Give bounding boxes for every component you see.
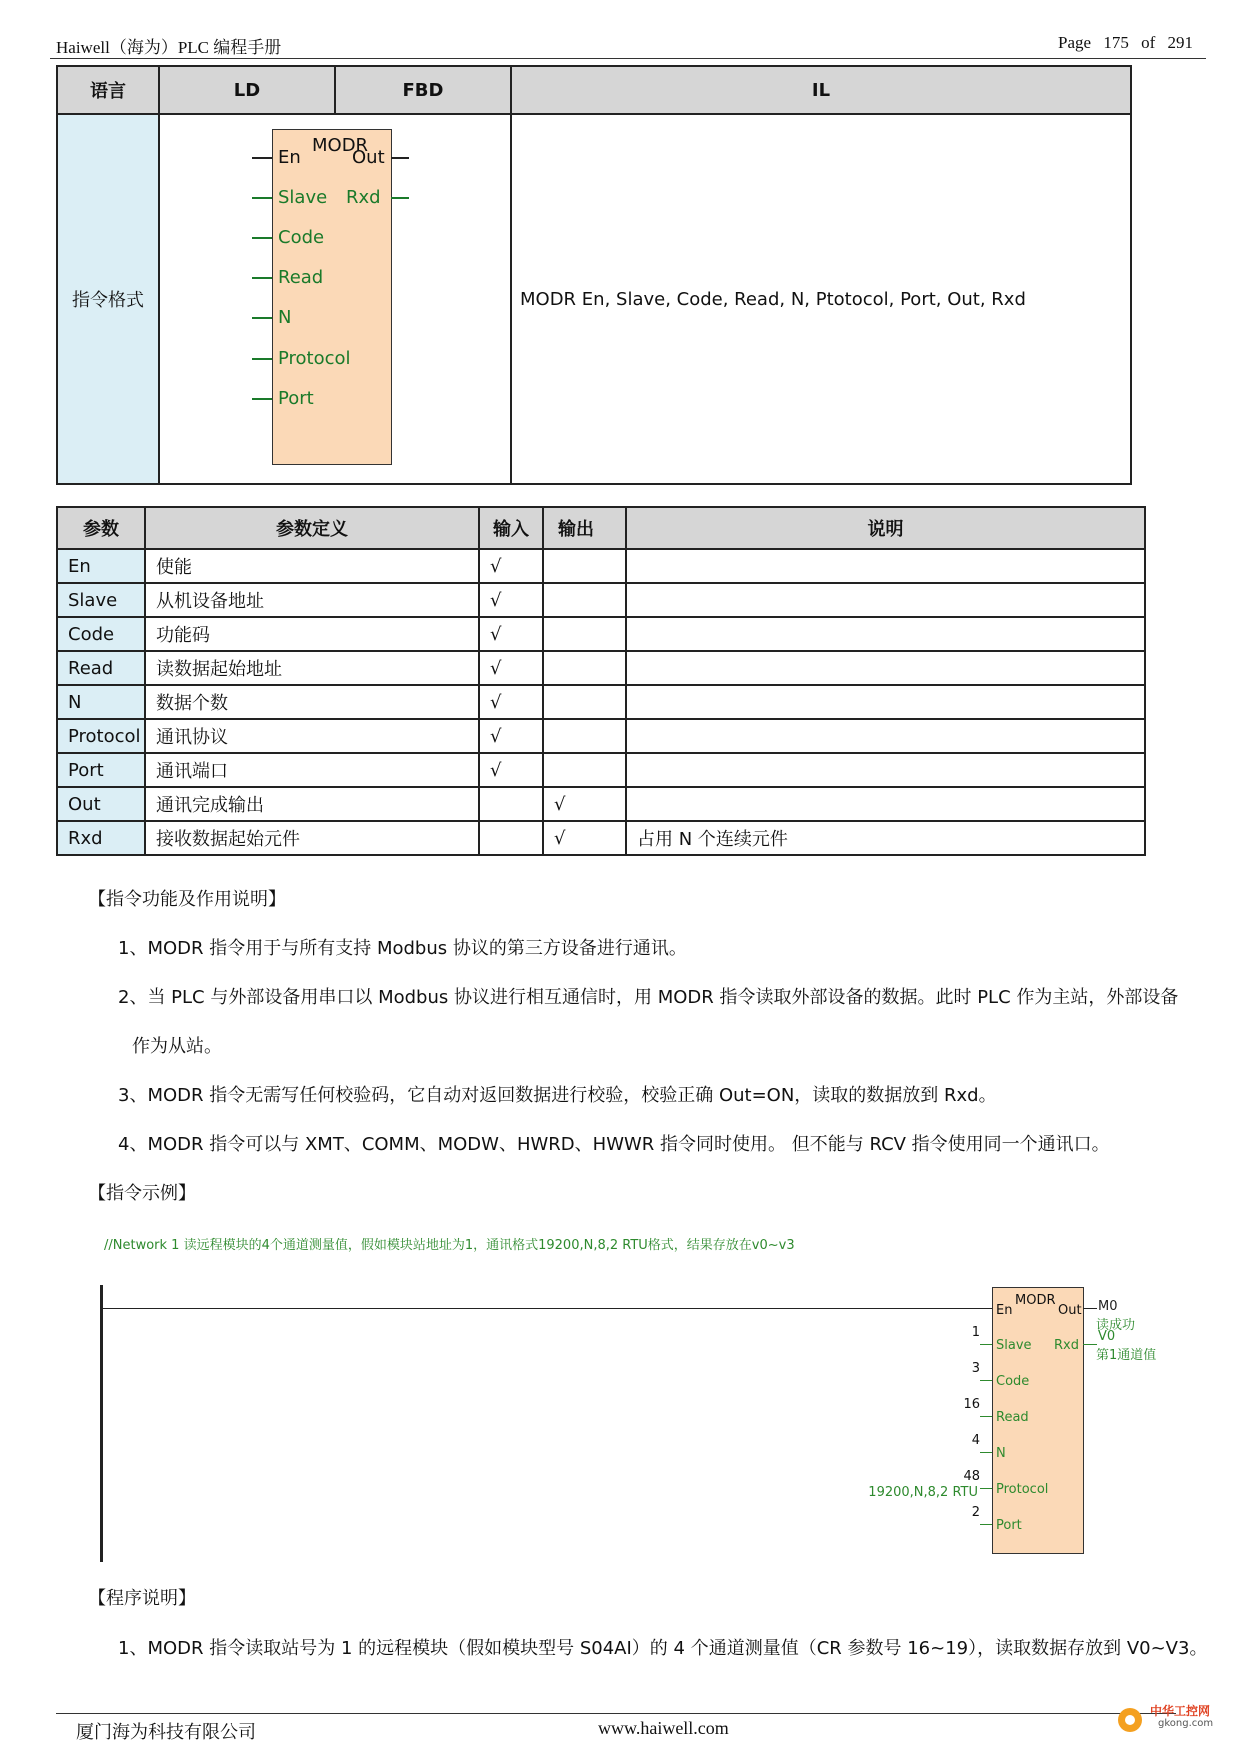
param-output	[543, 685, 626, 719]
param-row	[57, 787, 1145, 821]
col-input: 输入	[479, 507, 543, 549]
param-output	[543, 753, 626, 787]
param-input: √	[479, 583, 543, 617]
pin-rxd: Rxd	[346, 187, 381, 208]
param-output	[543, 651, 626, 685]
param-output	[543, 583, 626, 617]
modr-block	[272, 129, 392, 465]
protocol-note: 19200,N,8,2 RTU	[868, 1485, 978, 1500]
section-program-heading: 【程序说明】	[88, 1588, 196, 1609]
input-value-n: 4	[971, 1433, 980, 1448]
param-def: 通讯协议	[145, 719, 479, 753]
n-wire	[252, 317, 272, 319]
param-note	[626, 651, 1145, 685]
pin-en: En	[278, 147, 301, 168]
col-ld: LD	[159, 66, 335, 114]
section-example-heading: 【指令示例】	[88, 1183, 196, 1204]
param-input: √	[479, 719, 543, 753]
left-power-rail	[100, 1285, 103, 1562]
footer-company: 厦门海为科技有限公司	[76, 1722, 256, 1742]
pin-protocol: Protocol	[278, 348, 351, 369]
example-pin-code: Code	[996, 1374, 1030, 1389]
param-input: √	[479, 753, 543, 787]
param-input: √	[479, 617, 543, 651]
input-value-read: 16	[963, 1397, 980, 1412]
out-wire	[391, 157, 409, 159]
stub-slave	[980, 1344, 992, 1345]
param-row	[57, 685, 1145, 719]
rxd-stub	[1083, 1344, 1097, 1345]
slave-wire	[252, 197, 272, 199]
param-input	[479, 787, 543, 821]
example-pin-en: En	[996, 1303, 1013, 1318]
param-note	[626, 787, 1145, 821]
ld-fbd-cell	[159, 114, 511, 484]
stub-protocol	[980, 1488, 992, 1489]
block-name: MODR	[312, 135, 369, 156]
header-rule	[50, 58, 1206, 59]
rxd-comment: 第1通道值	[1096, 1348, 1157, 1363]
rung-line	[103, 1308, 992, 1309]
param-name: Protocol	[57, 719, 145, 753]
rxd-wire	[391, 197, 409, 199]
param-def: 通讯完成输出	[145, 787, 479, 821]
param-row	[57, 651, 1145, 685]
param-def: 功能码	[145, 617, 479, 651]
page-total: 291	[1167, 33, 1193, 52]
param-note	[626, 549, 1145, 583]
param-output: √	[543, 821, 626, 855]
il-syntax: MODR En, Slave, Code, Read, N, Ptotocol, Port, Out, Rxd	[511, 114, 1131, 484]
param-row	[57, 549, 1145, 583]
ladder-example	[100, 1285, 1200, 1565]
input-value-code: 3	[971, 1361, 980, 1376]
param-note	[626, 685, 1145, 719]
col-language: 语言	[57, 66, 159, 114]
param-input	[479, 821, 543, 855]
col-param: 参数	[57, 507, 145, 549]
param-note	[626, 753, 1145, 787]
input-value-port: 2	[971, 1505, 980, 1520]
param-input: √	[479, 685, 543, 719]
format-table	[56, 65, 1132, 485]
en-wire	[252, 157, 272, 159]
page-label: Page	[1058, 33, 1092, 52]
footer-rule	[56, 1713, 1176, 1714]
param-table	[56, 506, 1146, 856]
param-name: En	[57, 549, 145, 583]
col-definition: 参数定义	[145, 507, 479, 549]
page-number: 175	[1103, 33, 1129, 52]
param-name: Slave	[57, 583, 145, 617]
stub-read	[980, 1416, 992, 1417]
footer-url: www.haiwell.com	[598, 1718, 729, 1738]
example-pin-n: N	[996, 1446, 1006, 1461]
param-row	[57, 583, 1145, 617]
param-name: Port	[57, 753, 145, 787]
func-item-3: 3、MODR 指令无需写任何校验码，它自动对返回数据进行校验，校验正确 Out=ON，读取的数据放到 Rxd。	[118, 1085, 997, 1106]
param-def: 接收数据起始元件	[145, 821, 479, 855]
instruction-block-diagram	[160, 115, 504, 485]
param-row	[57, 617, 1145, 651]
pin-code: Code	[278, 227, 325, 248]
example-pin-slave: Slave	[996, 1338, 1032, 1353]
param-row	[57, 753, 1145, 787]
func-item-2: 2、当 PLC 与外部设备用串口以 Modbus 协议进行相互通信时，用 MODR 指令读取外部设备的数据。此时 PLC 作为主站，外部设备	[118, 987, 1179, 1008]
param-output	[543, 719, 626, 753]
param-row	[57, 719, 1145, 753]
param-output	[543, 549, 626, 583]
input-value-protocol: 48	[963, 1469, 980, 1484]
param-name: Out	[57, 787, 145, 821]
program-item-1: 1、MODR 指令读取站号为 1 的远程模块（假如模块型号 S04AI）的 4 个通道测量值（CR 参数号 16~19），读取数据存放到 V0~V3。	[118, 1638, 1208, 1659]
func-item-1: 1、MODR 指令用于与所有支持 Modbus 协议的第三方设备进行通讯。	[118, 938, 687, 959]
example-pin-read: Read	[996, 1410, 1029, 1425]
param-def: 数据个数	[145, 685, 479, 719]
stub-code	[980, 1380, 992, 1381]
param-def: 通讯端口	[145, 753, 479, 787]
example-pin-port: Port	[996, 1518, 1022, 1533]
param-name: Read	[57, 651, 145, 685]
param-def: 读数据起始地址	[145, 651, 479, 685]
col-fbd: FBD	[335, 66, 511, 114]
network-comment: //Network 1 读远程模块的4个通道测量值，假如模块站地址为1，通讯格式19200,N,8,2 RTU格式，结果存放在v0~v3	[104, 1238, 795, 1253]
param-name: N	[57, 685, 145, 719]
protocol-wire	[252, 358, 272, 360]
pin-slave: Slave	[278, 187, 328, 208]
header-title: Haiwell（海为）PLC 编程手册	[56, 38, 282, 57]
param-note	[626, 583, 1145, 617]
stub-n	[980, 1452, 992, 1453]
param-row	[57, 821, 1145, 855]
rxd-address: V0	[1098, 1329, 1116, 1344]
watermark-title: 中华工控网	[1150, 1704, 1211, 1718]
code-wire	[252, 237, 272, 239]
param-output: √	[543, 787, 626, 821]
param-input: √	[479, 549, 543, 583]
example-pin-out: Out	[1058, 1303, 1082, 1318]
param-def: 从机设备地址	[145, 583, 479, 617]
row-label-format: 指令格式	[57, 114, 159, 484]
col-description: 说明	[626, 507, 1145, 549]
section-func-heading: 【指令功能及作用说明】	[88, 889, 286, 910]
page-of: of	[1141, 33, 1156, 52]
param-note: 占用 N 个连续元件	[626, 821, 1145, 855]
pin-out: Out	[352, 147, 385, 168]
port-wire	[252, 398, 272, 400]
param-note	[626, 719, 1145, 753]
param-name: Code	[57, 617, 145, 651]
col-output: 输出	[543, 507, 626, 549]
gkong-watermark	[1110, 1700, 1230, 1740]
read-wire	[252, 277, 272, 279]
watermark-url: gkong.com	[1158, 1718, 1214, 1729]
stub-port	[980, 1524, 992, 1525]
pin-read: Read	[278, 267, 324, 288]
pin-port: Port	[278, 388, 314, 409]
col-il: IL	[511, 66, 1131, 114]
out-address: M0	[1098, 1299, 1118, 1314]
func-item-2-cont: 作为从站。	[132, 1036, 222, 1057]
param-name: Rxd	[57, 821, 145, 855]
out-comment: 读成功	[1096, 1318, 1136, 1333]
pin-n: N	[278, 307, 292, 328]
func-item-4: 4、MODR 指令可以与 XMT、COMM、MODW、HWRD、HWWR 指令同时使用。 但不能与 RCV 指令使用同一个通讯口。	[118, 1134, 1110, 1155]
input-value-slave: 1	[971, 1325, 980, 1340]
param-input: √	[479, 651, 543, 685]
page-indicator	[1058, 33, 1193, 53]
param-def: 使能	[145, 549, 479, 583]
example-pin-protocol: Protocol	[996, 1482, 1049, 1497]
gear-icon	[1110, 1700, 1150, 1740]
example-pin-rxd: Rxd	[1054, 1338, 1079, 1353]
out-stub	[1083, 1308, 1097, 1309]
example-block-name: MODR	[1015, 1293, 1056, 1308]
param-note	[626, 617, 1145, 651]
param-output	[543, 617, 626, 651]
